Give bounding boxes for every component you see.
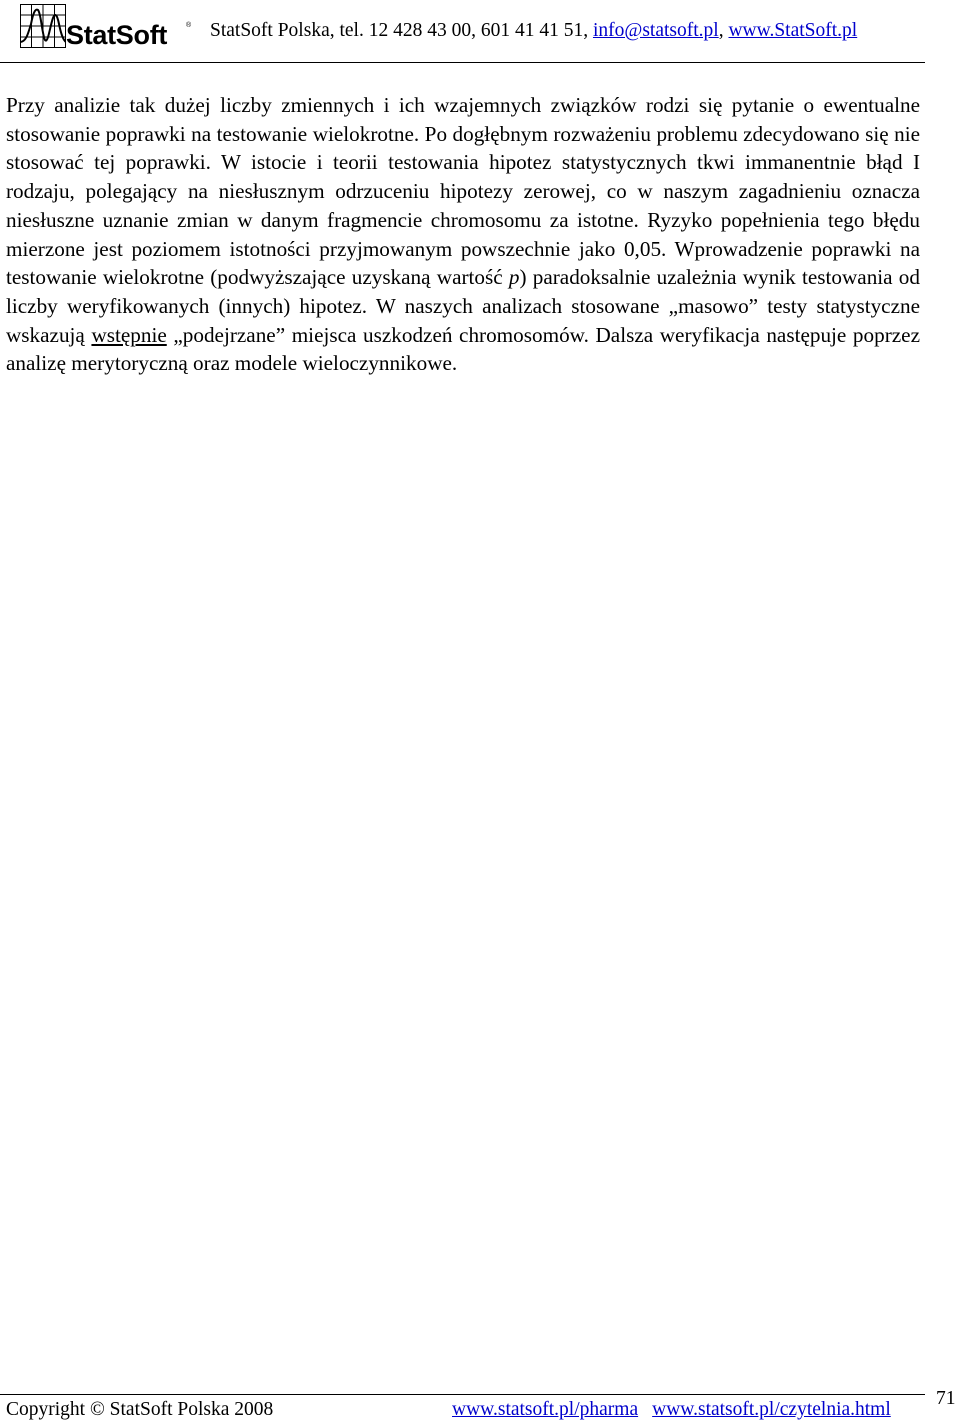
paragraph-text-2: ) paradoksalnie uzależnia wynik testowania od liczby weryfikowanych (innych) hipotez. W naszych analizach stosowane „masowo” testy statystyczne wskazują [6,265,920,347]
p-value-variable: p [508,265,520,290]
contact-text: StatSoft Polska, tel. 12 428 43 00, 601 41 41 51, [210,20,593,41]
contact-separator: , [718,20,729,41]
registered-mark: ® [186,22,192,29]
footer-links [452,1399,891,1421]
website-link[interactable]: www.StatSoft.pl [728,20,858,41]
page-footer [0,1394,925,1422]
paragraph-text-3: „podejrzane” miejsca uszkodzeń chromosomów. Dalsza weryfikacja następuje poprzez analizę merytoryczną oraz modele wieloczynnikowe. [6,322,920,376]
pharma-link[interactable]: www.statsoft.pl/pharma [452,1399,639,1420]
header-contact [210,20,857,42]
logo-wordmark: StatSoft [66,20,168,50]
copyright-notice: Copyright © StatSoft Polska 2008 [6,1399,274,1420]
page-header [0,0,925,63]
statsoft-logo [4,4,204,58]
logo-chart-icon [20,4,66,48]
underlined-word: wstępnie [91,322,167,347]
paragraph-text-1: Przy analizie tak dużej liczby zmiennych i ich wzajemnych związków rodzi się pytanie o ewentualne stosowanie poprawki na testowanie wielokrotne. Po dogłębnym rozważeniu problemu zdecydowano się nie stosować tej poprawki. W istocie i teorii testowania hipotez statystycznych tkwi immanentnie błąd I rodzaju, polegający na niesłusznym odrzuceniu hipotezy zerowej, co w naszym zagadnieniu oznacza niesłuszne uznanie zmian w danym fragmencie chromosomu za istotne. Ryzyko popełnienia tego błędu mierzone jest poziomem istotności przyjmowanym powszechnie jako 0,05. Wprowadzenie poprawki na testowanie wielokrotne (podwyższające uzyskaną wartość [6,93,920,290]
body-paragraph [6,91,920,378]
czytelnia-link[interactable]: www.statsoft.pl/czytelnia.html [652,1399,891,1420]
page-number: 71 [936,1388,956,1409]
email-link[interactable]: info@statsoft.pl [592,20,719,41]
